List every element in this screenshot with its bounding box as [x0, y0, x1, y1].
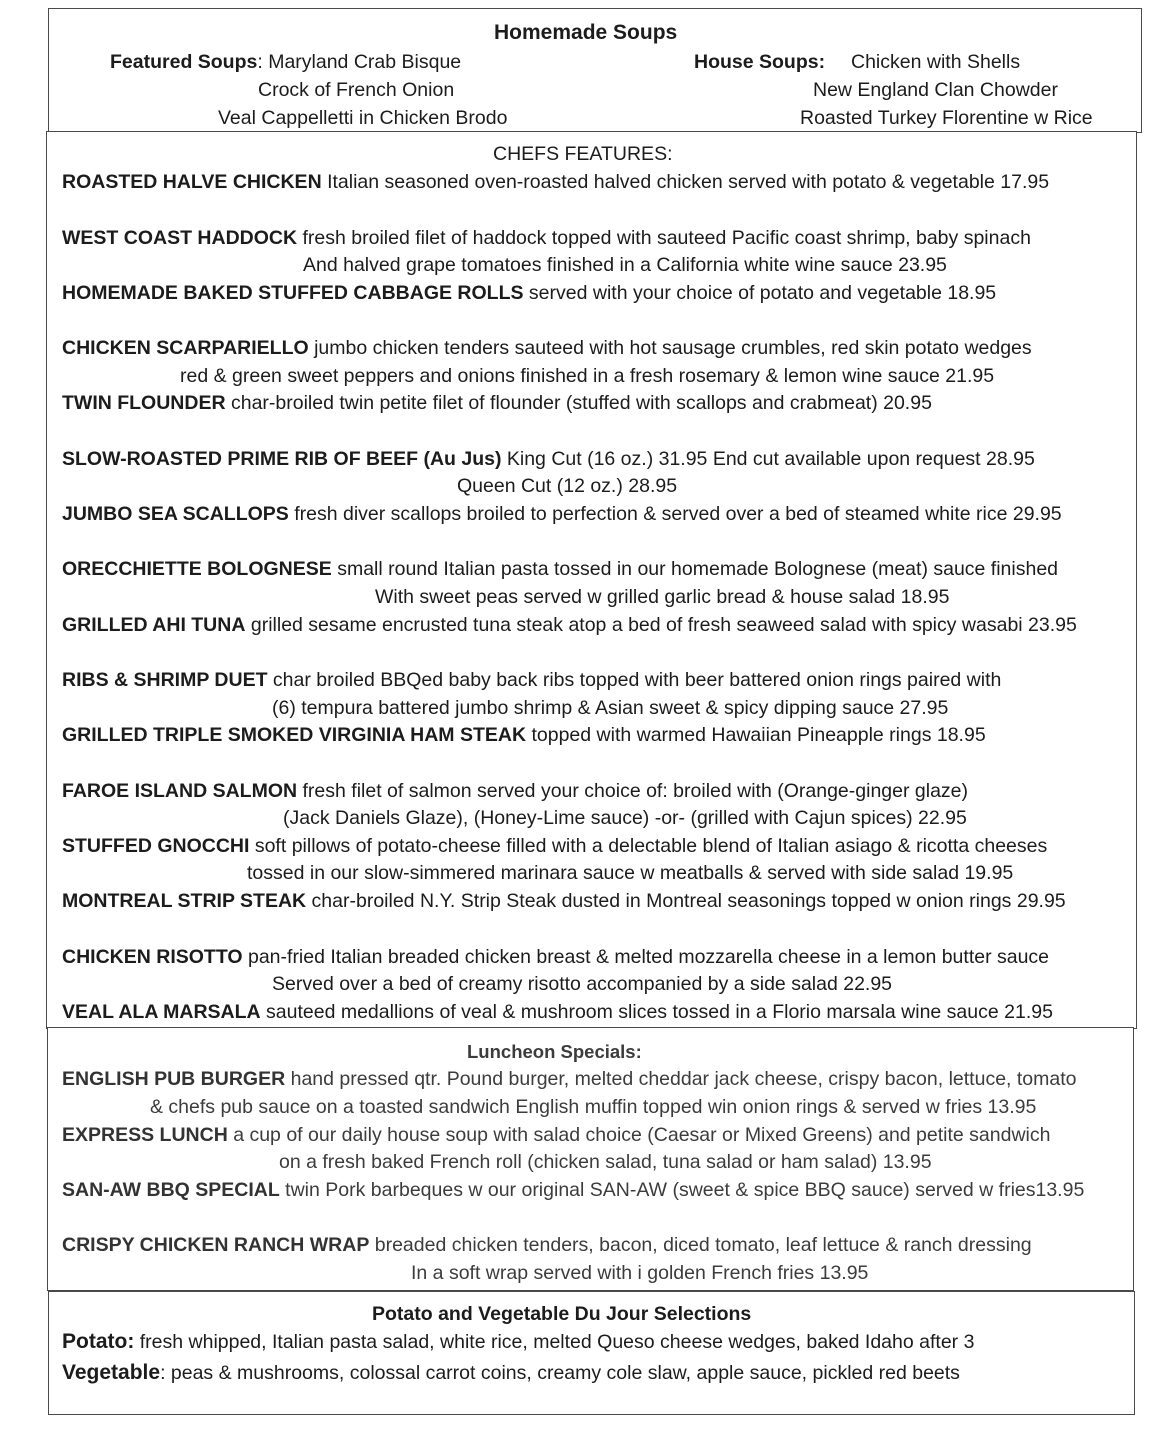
potato-line — [62, 1330, 974, 1354]
item-continuation: (Jack Daniels Glaze), (Honey-Lime sauce) -or- (grilled with Cajun spices) 22.95 — [283, 807, 967, 829]
luncheon-item — [62, 1233, 1032, 1257]
item-continuation: red & green sweet peppers and onions finished in a fresh rosemary & lemon wine sauce 21.95 — [180, 365, 995, 387]
luncheon-item — [62, 1178, 1084, 1202]
item-name: CRISPY CHICKEN RANCH WRAP — [62, 1234, 370, 1256]
menu-item — [62, 281, 996, 305]
item-name: ROASTED HALVE CHICKEN — [62, 171, 322, 193]
vegetable-options: : peas & mushrooms, colossal carrot coins, creamy cole slaw, apple sauce, pickled red beets — [160, 1362, 960, 1384]
luncheon-item — [62, 1067, 1077, 1091]
item-description: small round Italian pasta tossed in our homemade Bolognese (meat) sauce finished — [331, 558, 1059, 580]
item-name: SAN-AW BBQ SPECIAL — [62, 1179, 280, 1201]
menu-item — [62, 1000, 1053, 1024]
item-name: VEAL ALA MARSALA — [62, 1001, 261, 1023]
potato-label: Potato: — [62, 1330, 135, 1353]
house-soups-label: House Soups: — [694, 51, 826, 73]
item-continuation: Queen Cut (12 oz.) 28.95 — [457, 475, 678, 497]
house-soup-item: Chicken with Shells — [851, 51, 1021, 73]
item-description: topped with warmed Hawaiian Pineapple rings 18.95 — [526, 724, 986, 746]
item-continuation: on a fresh baked French roll (chicken salad, tuna salad or ham salad) 13.95 — [279, 1151, 932, 1173]
item-name: WEST COAST HADDOCK — [62, 227, 298, 249]
menu-item — [62, 889, 1066, 913]
item-description: fresh filet of salmon served your choice of: broiled with (Orange-ginger glaze) — [297, 780, 968, 802]
item-description: fresh broiled filet of haddock topped with sauteed Pacific coast shrimp, baby spinach — [297, 227, 1031, 249]
item-continuation: And halved grape tomatoes finished in a California white wine sauce 23.95 — [303, 254, 947, 276]
item-name: STUFFED GNOCCHI — [62, 835, 250, 857]
item-description: Italian seasoned oven-roasted halved chicken served with potato & vegetable 17.95 — [321, 171, 1050, 193]
featured-soup-item: Crock of French Onion — [258, 79, 455, 101]
chefs-features-title: CHEFS FEATURES: — [493, 143, 673, 165]
item-description: grilled sesame encrusted tuna steak atop a bed of fresh seaweed salad with spicy wasabi 23.95 — [245, 614, 1077, 636]
item-description: a cup of our daily house soup with salad choice (Caesar or Mixed Greens) and petite sandwich — [227, 1124, 1051, 1146]
potato-options: fresh whipped, Italian pasta salad, white rice, melted Queso cheese wedges, baked Idaho after 3 — [134, 1331, 975, 1353]
item-description: char-broiled twin petite filet of flounder (stuffed with scallops and crabmeat) 20.95 — [225, 392, 932, 414]
vegetable-line — [62, 1361, 960, 1385]
item-name: FAROE ISLAND SALMON — [62, 780, 298, 802]
item-description: pan-fried Italian breaded chicken breast & melted mozzarella cheese in a lemon butter sauce — [242, 946, 1050, 968]
item-description: fresh diver scallops broiled to perfection & served over a bed of steamed white rice 29.95 — [288, 503, 1062, 525]
item-continuation: With sweet peas served w grilled garlic bread & house salad 18.95 — [375, 586, 950, 608]
item-name: RIBS & SHRIMP DUET — [62, 669, 268, 691]
soups-title: Homemade Soups — [494, 21, 678, 44]
menu-item — [62, 613, 1077, 637]
menu-item — [62, 945, 1049, 969]
item-name: CHICKEN SCARPARIELLO — [62, 337, 309, 359]
item-name: ORECCHIETTE BOLOGNESE — [62, 558, 332, 580]
vegetable-label: Vegetable — [62, 1361, 161, 1384]
item-name: TWIN FLOUNDER — [62, 392, 226, 414]
item-description: sauteed medallions of veal & mushroom slices tossed in a Florio marsala wine sauce 21.95 — [260, 1001, 1053, 1023]
menu-item — [62, 447, 1035, 471]
luncheon-item — [62, 1123, 1050, 1147]
item-name: ENGLISH PUB BURGER — [62, 1068, 286, 1090]
item-continuation: In a soft wrap served with i golden French fries 13.95 — [411, 1262, 869, 1284]
item-name: EXPRESS LUNCH — [62, 1124, 228, 1146]
menu-item — [62, 779, 968, 803]
item-description: char-broiled N.Y. Strip Steak dusted in Montreal seasonings topped w onion rings 29.95 — [306, 890, 1066, 912]
item-description: twin Pork barbeques w our original SAN-AW (sweet & spice BBQ sauce) served w fries13.95 — [279, 1179, 1085, 1201]
item-description: soft pillows of potato-cheese filled with a delectable blend of Italian asiago & ricotta cheeses — [249, 835, 1048, 857]
item-name: GRILLED TRIPLE SMOKED VIRGINIA HAM STEAK — [62, 724, 527, 746]
menu-item — [62, 834, 1047, 858]
item-continuation: Served over a bed of creamy risotto accompanied by a side salad 22.95 — [272, 973, 893, 995]
item-continuation: (6) tempura battered jumbo shrimp & Asian sweet & spicy dipping sauce 27.95 — [272, 697, 949, 719]
menu-item — [62, 226, 1031, 250]
featured-soup-item: Veal Cappelletti in Chicken Brodo — [218, 107, 508, 129]
item-description: jumbo chicken tenders sauteed with hot sausage crumbles, red skin potato wedges — [308, 337, 1032, 359]
featured-soup-item: Maryland Crab Bisque — [268, 51, 462, 73]
item-description: hand pressed qtr. Pound burger, melted cheddar jack cheese, crispy bacon, lettuce, tomato — [285, 1068, 1077, 1090]
featured-soups-label: Featured Soups — [110, 51, 258, 73]
luncheon-title: Luncheon Specials: — [467, 1041, 642, 1062]
item-name: SLOW-ROASTED PRIME RIB OF BEEF (Au Jus) — [62, 448, 502, 470]
item-description: char broiled BBQed baby back ribs topped with beer battered onion rings paired with — [267, 669, 1002, 691]
item-continuation: & chefs pub sauce on a toasted sandwich English muffin topped win onion rings & served w fries 13.95 — [150, 1096, 1037, 1118]
menu-item — [62, 723, 986, 747]
item-name: HOMEMADE BAKED STUFFED CABBAGE ROLLS — [62, 282, 524, 304]
featured-soups-colon: : — [257, 51, 263, 73]
item-name: JUMBO SEA SCALLOPS — [62, 503, 289, 525]
menu-item — [62, 391, 932, 415]
featured-soups-line — [110, 50, 461, 74]
item-name: GRILLED AHI TUNA — [62, 614, 246, 636]
item-description: served with your choice of potato and vegetable 18.95 — [523, 282, 997, 304]
house-soup-item: New England Clan Chowder — [813, 79, 1058, 101]
item-name: MONTREAL STRIP STEAK — [62, 890, 307, 912]
item-continuation: tossed in our slow-simmered marinara sauce w meatballs & served with side salad 19.95 — [247, 862, 1014, 884]
sides-title: Potato and Vegetable Du Jour Selections — [372, 1303, 752, 1325]
item-description: breaded chicken tenders, bacon, diced tomato, leaf lettuce & ranch dressing — [369, 1234, 1032, 1256]
item-name: CHICKEN RISOTTO — [62, 946, 243, 968]
house-soup-item: Roasted Turkey Florentine w Rice — [800, 107, 1093, 129]
menu-item — [62, 668, 1001, 692]
menu-item — [62, 336, 1032, 360]
menu-item — [62, 502, 1062, 526]
item-description: King Cut (16 oz.) 31.95 End cut available upon request 28.95 — [501, 448, 1035, 470]
menu-item — [62, 557, 1058, 581]
menu-item — [62, 170, 1049, 194]
